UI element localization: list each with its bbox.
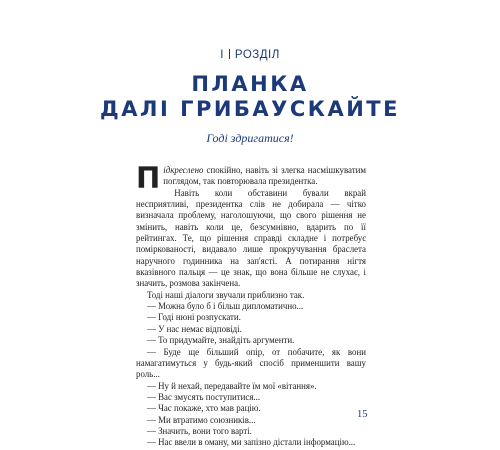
dialog-line: — У нас немає відповіді. [147, 323, 242, 334]
paragraph: Навіть коли обставини бували вкрай несприятливі, президентка слів не добирала — чітко визначала проблему, наголошуючи, що свого рішення не змінить, навіть коли це, безсумнівно, вдарить по її рейтингах. Те, що рішення справді складне і потребує поміркованості, видавало лише прокручування браслета наручного годинника на зап'ясті. А потирання нігтя вказівного пальця — це знак, що вона більше не слухає, і значить, розмова закінчена. [136, 187, 366, 289]
chapter-label: РОЗДІЛ [234, 49, 280, 61]
dialog-line: — Годі нюні розпускати. [147, 312, 241, 323]
drop-cap: П [136, 161, 161, 195]
dialog-line: — То придумайте, знайдіть аргументи. [147, 335, 295, 346]
paragraph-text: спокійно, навіть зі злегка насмішкуватим поглядом, так повторювала президентка. [163, 165, 366, 187]
dialog-line: — Нас ввели в оману, ми запізно дістали інформацію... [147, 437, 356, 448]
chapter-title [0, 72, 500, 122]
dialog-line: — Значить, вони того варті. [147, 425, 252, 436]
chapter-number: І [220, 49, 224, 61]
dialog-line: — Можна було б і більш дипломатично... [147, 301, 304, 312]
paragraph [136, 161, 366, 195]
dialog-line: — Ну й нехай, передавайте їм мої «вітання». [147, 380, 317, 391]
chapter-heading [0, 49, 500, 61]
epigraph: Годі здригатися! [206, 131, 294, 145]
chapter-separator [229, 49, 230, 59]
dialog-line: — Буде ще більший опір, от побачите, як вони намагатимуться у будь-який спосіб применшити вашу роль... [136, 346, 366, 380]
paragraph: Тоді наші діалоги звучали приблизно так. [147, 289, 305, 300]
title-line-1: ПЛАНКА [191, 72, 309, 96]
lead-in-word: ідкреслено [163, 165, 204, 175]
title-line-2: ДАЛІ ГРИБАУСКАЙТЕ [100, 97, 400, 121]
dialog-line: — Час покаже, хто мав рацію. [147, 403, 261, 414]
dialog-line: — Ми втратимо союзників... [147, 414, 256, 425]
page-number: 15 [357, 409, 368, 420]
dialog-line: — Вас змусять поступитися... [147, 391, 261, 402]
body-text [136, 161, 366, 449]
